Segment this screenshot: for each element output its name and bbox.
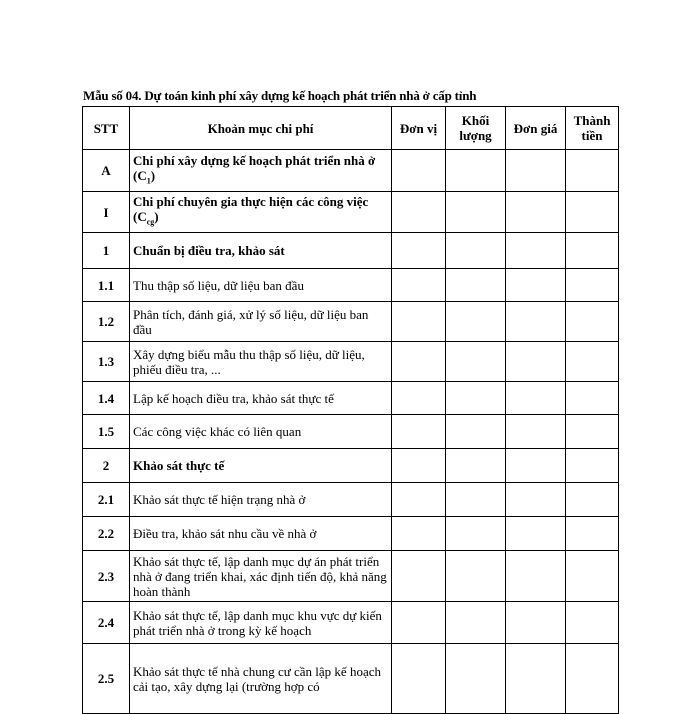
row-item-text: Chi phí chuyên gia thực hiện các công việc (C — [133, 194, 369, 225]
row-item-subscript: cg — [146, 217, 155, 227]
header-stt: STT — [83, 107, 130, 150]
row-price-cell — [506, 415, 566, 449]
table-row — [83, 382, 619, 415]
row-stt: 2 — [83, 449, 130, 483]
row-qty-cell — [446, 269, 506, 302]
row-item — [130, 342, 392, 382]
row-qty-cell — [446, 644, 506, 714]
row-unit-cell — [392, 644, 446, 714]
table-row — [83, 192, 619, 233]
row-price-cell — [506, 342, 566, 382]
row-price-cell — [506, 483, 566, 517]
row-qty-cell — [446, 233, 506, 269]
row-item-subscript: 1 — [146, 176, 151, 186]
row-amount-cell — [566, 269, 619, 302]
row-item-suffix: ) — [150, 167, 156, 183]
row-amount-cell — [566, 382, 619, 415]
header-amount: Thành tiền — [566, 107, 619, 150]
row-price-cell — [506, 382, 566, 415]
row-item-text: Điều tra, khảo sát nhu cầu về nhà ở — [133, 526, 317, 541]
row-qty-cell — [446, 483, 506, 517]
row-item-suffix: ) — [154, 209, 159, 225]
row-unit-cell — [392, 483, 446, 517]
row-amount-cell — [566, 644, 619, 714]
row-item-text: Các công việc khác có liên quan — [133, 424, 302, 439]
row-amount-cell — [566, 517, 619, 551]
row-item — [130, 269, 392, 302]
row-qty-cell — [446, 517, 506, 551]
row-price-cell — [506, 233, 566, 269]
row-price-cell — [506, 517, 566, 551]
row-stt: 1.3 — [83, 342, 130, 382]
table-row — [83, 150, 619, 192]
table-row — [83, 483, 619, 517]
row-amount-cell — [566, 233, 619, 269]
row-price-cell — [506, 192, 566, 233]
row-amount-cell — [566, 302, 619, 342]
row-stt: 2.2 — [83, 517, 130, 551]
row-item — [130, 233, 392, 269]
row-stt: 1.5 — [83, 415, 130, 449]
row-qty-cell — [446, 415, 506, 449]
row-item-text: Lập kế hoạch điều tra, khảo sát thực tế — [133, 390, 334, 406]
row-item — [130, 415, 392, 449]
row-price-cell — [506, 150, 566, 192]
row-unit-cell — [392, 150, 446, 192]
row-item — [130, 483, 392, 517]
table-row — [83, 302, 619, 342]
row-unit-cell — [392, 342, 446, 382]
row-stt: 1.1 — [83, 269, 130, 302]
row-item — [130, 302, 392, 342]
row-stt: 1.2 — [83, 302, 130, 342]
row-qty-cell — [446, 602, 506, 644]
table-row — [83, 517, 619, 551]
table-body — [83, 150, 619, 714]
row-price-cell — [506, 302, 566, 342]
row-item — [130, 449, 392, 483]
table-row — [83, 602, 619, 644]
row-amount-cell — [566, 449, 619, 483]
header-unit: Đơn vị — [392, 107, 446, 150]
row-unit-cell — [392, 517, 446, 551]
row-qty-cell — [446, 551, 506, 602]
row-amount-cell — [566, 342, 619, 382]
row-item — [130, 551, 392, 602]
row-unit-cell — [392, 602, 446, 644]
row-stt: 2.3 — [83, 551, 130, 602]
header-item: Khoản mục chi phí — [130, 107, 392, 150]
row-price-cell — [506, 449, 566, 483]
row-stt: 2.1 — [83, 483, 130, 517]
row-item — [130, 517, 392, 551]
row-item-text: Khảo sát thực tế — [133, 458, 225, 473]
row-item-text: Khảo sát thực tế, lập danh mục dự án phát triển nhà ở đang triển khai, xác định tiến độ, khả năng hoàn thành — [133, 553, 387, 599]
row-stt: 1 — [83, 233, 130, 269]
row-stt: A — [83, 150, 130, 192]
row-unit-cell — [392, 233, 446, 269]
row-unit-cell — [392, 269, 446, 302]
row-item-text: Khảo sát thực tế hiện trạng nhà ở — [133, 492, 306, 507]
row-qty-cell — [446, 150, 506, 192]
row-stt: 2.5 — [83, 644, 130, 714]
row-price-cell — [506, 551, 566, 602]
row-qty-cell — [446, 449, 506, 483]
row-amount-cell — [566, 415, 619, 449]
row-stt: 1.4 — [83, 382, 130, 415]
row-item-text: Khảo sát thực tế, lập danh mục khu vực dự kiến phát triển nhà ở trong kỳ kế hoạch — [133, 607, 382, 638]
row-item-text: Khảo sát thực tế nhà chung cư cần lập kế hoạch cải tạo, xây dựng lại (trường hợp có — [133, 663, 381, 694]
table-row — [83, 644, 619, 714]
table-header-row — [83, 107, 619, 150]
row-item-text: Phân tích, đánh giá, xử lý số liệu, dữ liệu ban đầu — [133, 306, 369, 337]
row-item-text: Thu thập số liệu, dữ liệu ban đầu — [133, 277, 304, 293]
table-row — [83, 342, 619, 382]
row-item-text: Chi phí xây dựng kế hoạch phát triển nhà ở (C — [133, 152, 376, 183]
header-price: Đơn giá — [506, 107, 566, 150]
row-qty-cell — [446, 302, 506, 342]
row-price-cell — [506, 602, 566, 644]
row-amount-cell — [566, 150, 619, 192]
header-qty: Khối lượng — [446, 107, 506, 150]
table-row — [83, 233, 619, 269]
row-unit-cell — [392, 415, 446, 449]
table-row — [83, 449, 619, 483]
row-unit-cell — [392, 449, 446, 483]
row-item — [130, 602, 392, 644]
row-price-cell — [506, 269, 566, 302]
row-stt: I — [83, 192, 130, 233]
row-qty-cell — [446, 342, 506, 382]
row-unit-cell — [392, 192, 446, 233]
row-unit-cell — [392, 382, 446, 415]
row-item — [130, 150, 392, 192]
row-item — [130, 644, 392, 714]
row-qty-cell — [446, 192, 506, 233]
cost-estimate-table — [82, 106, 619, 714]
row-amount-cell — [566, 483, 619, 517]
row-amount-cell — [566, 551, 619, 602]
row-price-cell — [506, 644, 566, 714]
table-row — [83, 269, 619, 302]
row-item-text: Chuẩn bị điều tra, khảo sát — [133, 243, 285, 258]
row-amount-cell — [566, 602, 619, 644]
row-stt: 2.4 — [83, 602, 130, 644]
row-amount-cell — [566, 192, 619, 233]
row-qty-cell — [446, 382, 506, 415]
document-title: Mẫu số 04. Dự toán kinh phí xây dựng kế hoạch phát triển nhà ở cấp tỉnh — [83, 88, 477, 103]
row-unit-cell — [392, 302, 446, 342]
row-unit-cell — [392, 551, 446, 602]
row-item-text: Xây dựng biểu mẫu thu thập số liệu, dữ liệu, phiếu điều tra, ... — [133, 346, 365, 377]
table-row — [83, 551, 619, 602]
row-item — [130, 192, 392, 233]
row-item — [130, 382, 392, 415]
table-row — [83, 415, 619, 449]
